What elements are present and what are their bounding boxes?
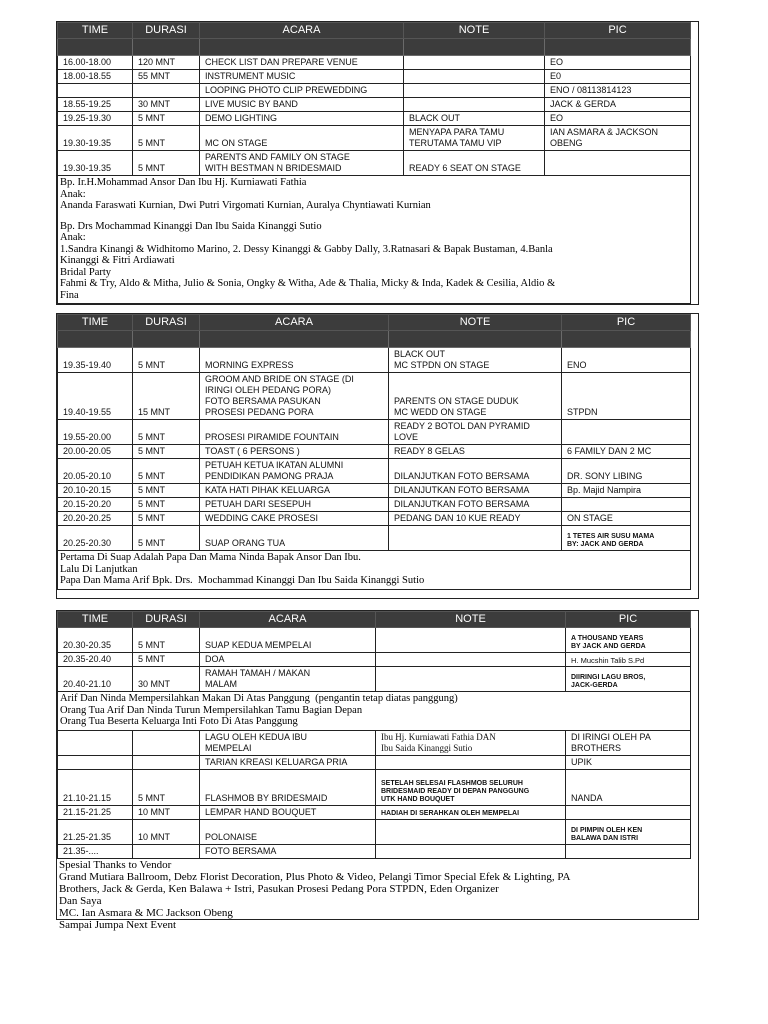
note-line: Anak: bbox=[60, 188, 86, 200]
header-dur: DURASI bbox=[133, 612, 200, 628]
duration-cell: 5 MNT bbox=[133, 420, 200, 445]
note-line: Fina bbox=[60, 289, 79, 301]
table-subheader-row bbox=[58, 331, 691, 348]
event-cell bbox=[200, 126, 404, 151]
event-cell bbox=[200, 667, 376, 692]
note-cell bbox=[376, 805, 566, 819]
cell-line: TARIAN KREASI KELUARGA PRIA bbox=[205, 756, 348, 767]
table-row bbox=[58, 730, 691, 755]
time-cell: 19.25-19.30 bbox=[58, 112, 133, 126]
event-cell bbox=[200, 373, 389, 420]
duration-cell: 5 MNT bbox=[133, 628, 200, 653]
cell-line: MC STPDN ON STAGE bbox=[394, 360, 490, 370]
cell-line: FOTO BERSAMA bbox=[205, 845, 277, 856]
cell-line: PENDIDIKAN PAMONG PRAJA bbox=[205, 471, 334, 481]
cell-line: MALAM bbox=[205, 679, 238, 689]
event-cell bbox=[200, 348, 389, 373]
subheader-blank bbox=[200, 331, 389, 348]
event-cell bbox=[200, 628, 376, 653]
cell-line: MC ON STAGE bbox=[205, 138, 268, 148]
cell-line: DILANJUTKAN FOTO BERSAMA bbox=[394, 499, 530, 509]
note-cell bbox=[376, 730, 566, 755]
note-cell bbox=[404, 56, 545, 70]
duration-cell: 30 MNT bbox=[133, 98, 200, 112]
time-cell: 20.35-20.40 bbox=[58, 653, 133, 667]
cell-line: HADIAH DI SERAHKAN OLEH MEMPELAI bbox=[381, 809, 520, 817]
subheader-blank bbox=[58, 39, 133, 56]
cell-line: READY 2 BOTOL DAN PYRAMID bbox=[394, 421, 530, 431]
cell-line: SUAP KEDUA MEMPELAI bbox=[205, 640, 312, 650]
subheader-blank bbox=[133, 331, 200, 348]
cell-line: GROOM AND BRIDE ON STAGE (DI bbox=[205, 374, 354, 384]
table-header-row bbox=[58, 23, 691, 39]
cell-line: LOOPING PHOTO CLIP PREWEDDING bbox=[205, 85, 368, 95]
time-cell: 20.00-20.05 bbox=[58, 445, 133, 459]
table-row bbox=[58, 84, 691, 98]
duration-cell bbox=[133, 755, 200, 769]
time-cell: 21.25-21.35 bbox=[58, 819, 133, 844]
header-acara: ACARA bbox=[200, 315, 389, 331]
cell-line: DILANJUTKAN FOTO BERSAMA bbox=[394, 471, 530, 481]
table-header-row bbox=[58, 612, 691, 628]
ramah-tamah-notes bbox=[58, 692, 691, 731]
note-cell bbox=[389, 498, 562, 512]
pic-cell bbox=[545, 151, 691, 176]
pic-cell bbox=[566, 844, 691, 858]
cell-line: 6 FAMILY DAN 2 MC bbox=[567, 446, 652, 456]
table-row bbox=[58, 70, 691, 84]
time-cell: 20.25-20.30 bbox=[58, 526, 133, 551]
cell-line: CHECK LIST DAN PREPARE VENUE bbox=[205, 57, 358, 67]
header-dur: DURASI bbox=[133, 315, 200, 331]
footer-line: Grand Mutiara Ballroom, Debz Florist Decoration, Plus Photo & Video, Pelangi Timor Special Efek & Lighting, PA bbox=[59, 870, 571, 883]
table-row bbox=[58, 628, 691, 653]
time-cell: 20.20-20.25 bbox=[58, 512, 133, 526]
cell-line: KATA HATI PIHAK KELUARGA bbox=[205, 485, 331, 495]
cell-line: FLASHMOB BY BRIDESMAID bbox=[205, 792, 328, 803]
cell-line: BALAWA DAN ISTRI bbox=[571, 834, 639, 842]
event-cell bbox=[200, 420, 389, 445]
event-cell bbox=[200, 484, 389, 498]
cell-line: LOVE bbox=[394, 432, 419, 442]
cell-line: ON STAGE bbox=[567, 513, 613, 523]
header-time: TIME bbox=[58, 23, 133, 39]
table-row bbox=[58, 526, 691, 551]
time-cell: 19.35-19.40 bbox=[58, 348, 133, 373]
cell-line: Ibu Hj. Kurniawati Fathia DAN bbox=[381, 731, 496, 742]
duration-cell: 10 MNT bbox=[133, 805, 200, 819]
table-row bbox=[58, 459, 691, 484]
note-cell bbox=[404, 84, 545, 98]
time-cell: 21.35-.... bbox=[58, 844, 133, 858]
duration-cell: 15 MNT bbox=[133, 373, 200, 420]
header-time: TIME bbox=[58, 315, 133, 331]
cell-line: SUAP ORANG TUA bbox=[205, 538, 286, 548]
pic-cell bbox=[562, 526, 691, 551]
cell-line: JACK & GERDA bbox=[550, 99, 617, 109]
table-row bbox=[58, 498, 691, 512]
duration-cell: 10 MNT bbox=[133, 819, 200, 844]
cell-line: WITH BESTMAN N BRIDESMAID bbox=[205, 163, 342, 173]
cell-line: IAN ASMARA & JACKSON bbox=[550, 127, 659, 137]
table-row bbox=[58, 653, 691, 667]
table-row bbox=[58, 420, 691, 445]
cell-line: PROSESI PEDANG PORA bbox=[205, 407, 314, 417]
cell-line: LAGU OLEH KEDUA IBU bbox=[205, 731, 308, 742]
duration-cell: 5 MNT bbox=[133, 151, 200, 176]
cell-line: RAMAH TAMAH / MAKAN bbox=[205, 668, 311, 678]
cell-line: MORNING EXPRESS bbox=[205, 360, 294, 370]
cell-line: LIVE MUSIC BY BAND bbox=[205, 99, 298, 109]
table-row bbox=[58, 56, 691, 70]
event-cell bbox=[200, 653, 376, 667]
note-line: Orang Tua Arif Dan Ninda Turun Mempersilahkan Tamu Bagian Depan bbox=[60, 704, 363, 716]
cell-line: E0 bbox=[550, 71, 562, 81]
event-cell bbox=[200, 730, 376, 755]
cell-line: ENO / 08113814123 bbox=[550, 85, 632, 95]
cell-line: JACK-GERDA bbox=[571, 682, 618, 689]
header-note: NOTE bbox=[389, 315, 562, 331]
footer-line: MC. Ian Asmara & MC Jackson Obeng bbox=[59, 906, 233, 919]
cell-line: MC WEDD ON STAGE bbox=[394, 407, 487, 417]
cell-line: DEMO LIGHTING bbox=[205, 113, 278, 123]
note-line: 1.Sandra Kinangi & Widhitomo Marino, 2. Dessy Kinanggi & Gabby Dally, 3.Ratnasari & Bapak Bustaman, 4.Banla bbox=[60, 243, 553, 255]
note-line: Bp. Ir.H.Mohammad Ansor Dan Ibu Hj. Kurniawati Fathia bbox=[60, 177, 307, 188]
cell-line: Bp. Majid Nampira bbox=[567, 485, 642, 495]
table-row bbox=[58, 348, 691, 373]
note-cell bbox=[404, 112, 545, 126]
time-cell: 19.55-20.00 bbox=[58, 420, 133, 445]
time-cell: 18.55-19.25 bbox=[58, 98, 133, 112]
note-cell bbox=[389, 512, 562, 526]
note-cell bbox=[376, 769, 566, 805]
subheader-blank bbox=[562, 331, 691, 348]
cell-line: DILANJUTKAN FOTO BERSAMA bbox=[394, 485, 530, 495]
pic-cell bbox=[566, 755, 691, 769]
event-cell bbox=[200, 805, 376, 819]
event-cell bbox=[200, 498, 389, 512]
table-row bbox=[58, 445, 691, 459]
note-line: Kinanggi & Fitri Ardiawati bbox=[60, 255, 175, 266]
suap-notes-text bbox=[58, 551, 691, 590]
subheader-blank bbox=[133, 39, 200, 56]
cell-line: EO bbox=[550, 113, 564, 123]
duration-cell: 5 MNT bbox=[133, 498, 200, 512]
pic-cell bbox=[545, 70, 691, 84]
cell-line: BY: JACK AND GERDA bbox=[567, 541, 644, 548]
duration-cell: 5 MNT bbox=[133, 769, 200, 805]
cell-line: BRIDESMAID READY DI DEPAN PANGGUNG bbox=[381, 787, 530, 795]
footer-line: Brothers, Jack & Gerda, Ken Balawa + Istri, Pasukan Prosesi Pedang Pora STPDN, Eden Organizer bbox=[59, 882, 499, 895]
duration-cell: 5 MNT bbox=[133, 484, 200, 498]
cell-line: DOA bbox=[205, 654, 225, 664]
duration-cell: 5 MNT bbox=[133, 512, 200, 526]
ramah-tamah-notes-text bbox=[58, 692, 691, 731]
pic-cell bbox=[566, 769, 691, 805]
family-notes bbox=[58, 176, 691, 304]
table-row bbox=[58, 126, 691, 151]
header-pic: PIC bbox=[566, 612, 691, 628]
cell-line: BROTHERS bbox=[571, 742, 622, 753]
duration-cell: 5 MNT bbox=[133, 459, 200, 484]
subheader-blank bbox=[200, 39, 404, 56]
cell-line: ENO bbox=[567, 360, 587, 370]
duration-cell: 5 MNT bbox=[133, 653, 200, 667]
event-cell bbox=[200, 819, 376, 844]
table-header-row bbox=[58, 315, 691, 331]
subheader-blank bbox=[389, 331, 562, 348]
cell-line: READY 6 SEAT ON STAGE bbox=[409, 163, 521, 173]
event-cell bbox=[200, 445, 389, 459]
time-cell: 20.30-20.35 bbox=[58, 628, 133, 653]
cell-line: NANDA bbox=[571, 792, 603, 803]
cell-line: A THOUSAND YEARS bbox=[571, 635, 644, 642]
header-note: NOTE bbox=[404, 23, 545, 39]
cell-line: PETUAH DARI SESEPUH bbox=[205, 499, 312, 509]
pic-cell bbox=[562, 484, 691, 498]
duration-cell: 5 MNT bbox=[133, 526, 200, 551]
table-row bbox=[58, 151, 691, 176]
note-cell bbox=[376, 844, 566, 858]
note-line: Ananda Faraswati Kurnian, Dwi Putri Virgomati Kurnian, Auralya Chyntiawati Kurnian bbox=[60, 200, 431, 211]
pic-cell bbox=[566, 805, 691, 819]
time-cell: 20.10-20.15 bbox=[58, 484, 133, 498]
cell-line: WEDDING CAKE PROSESI bbox=[205, 513, 319, 523]
cell-line: LEMPAR HAND BOUQUET bbox=[205, 806, 317, 817]
time-cell: 21.10-21.15 bbox=[58, 769, 133, 805]
header-acara: ACARA bbox=[200, 23, 404, 39]
cell-line: UPIK bbox=[571, 756, 593, 767]
rundown-section-3 bbox=[56, 610, 699, 931]
event-cell bbox=[200, 512, 389, 526]
time-cell: 18.00-18.55 bbox=[58, 70, 133, 84]
cell-line: BY JACK AND GERDA bbox=[571, 643, 646, 650]
cell-line: IRINGI OLEH PEDANG PORA) bbox=[205, 385, 332, 395]
note-line: Orang Tua Beserta Keluarga Inti Foto Di Atas Panggung bbox=[60, 716, 298, 727]
duration-cell: 5 MNT bbox=[133, 348, 200, 373]
header-note: NOTE bbox=[376, 612, 566, 628]
table-row bbox=[58, 512, 691, 526]
duration-cell bbox=[133, 844, 200, 858]
event-cell bbox=[200, 84, 404, 98]
pic-cell bbox=[545, 98, 691, 112]
cell-line: BLACK OUT bbox=[409, 113, 461, 123]
table-row bbox=[58, 755, 691, 769]
note-cell bbox=[389, 445, 562, 459]
cell-line: EO bbox=[550, 57, 564, 67]
cell-line: INSTRUMENT MUSIC bbox=[205, 71, 296, 81]
pic-cell bbox=[545, 56, 691, 70]
header-acara: ACARA bbox=[200, 612, 376, 628]
pic-cell bbox=[566, 653, 691, 667]
pic-cell bbox=[566, 819, 691, 844]
note-line: Papa Dan Mama Arif Bpk. Drs. Mochammad Kinanggi Dan Ibu Saida Kinanggi Sutio bbox=[60, 575, 425, 586]
table-row bbox=[58, 112, 691, 126]
cell-line: UTK HAND BOUQUET bbox=[381, 795, 455, 803]
cell-line: FOTO BERSAMA PASUKAN bbox=[205, 396, 321, 406]
pic-cell bbox=[545, 112, 691, 126]
cell-line: DI IRINGI OLEH PA bbox=[571, 731, 651, 742]
duration-cell: 5 MNT bbox=[133, 126, 200, 151]
table-row bbox=[58, 844, 691, 858]
header-pic: PIC bbox=[562, 315, 691, 331]
cell-line: 1 TETES AIR SUSU MAMA bbox=[567, 533, 655, 540]
note-cell bbox=[389, 526, 562, 551]
pic-cell bbox=[562, 512, 691, 526]
table-row bbox=[58, 98, 691, 112]
note-cell bbox=[376, 819, 566, 844]
event-cell bbox=[200, 769, 376, 805]
time-cell: 19.30-19.35 bbox=[58, 126, 133, 151]
cell-line: READY 8 GELAS bbox=[394, 446, 465, 456]
pic-cell bbox=[566, 628, 691, 653]
cell-line: TERUTAMA TAMU VIP bbox=[409, 138, 502, 148]
cell-line: PEDANG DAN 10 KUE READY bbox=[394, 513, 521, 523]
cell-line: DI PIMPIN OLEH KEN bbox=[571, 826, 643, 834]
note-cell bbox=[389, 420, 562, 445]
cell-line: DIIRINGI LAGU BROS, bbox=[571, 674, 646, 681]
family-notes-text bbox=[58, 176, 691, 304]
pic-cell bbox=[562, 498, 691, 512]
note-cell bbox=[376, 667, 566, 692]
pic-cell bbox=[562, 445, 691, 459]
pic-cell bbox=[562, 459, 691, 484]
cell-line: TOAST ( 6 PERSONS ) bbox=[205, 446, 300, 456]
time-cell bbox=[58, 730, 133, 755]
pic-cell bbox=[562, 348, 691, 373]
footer-line: Dan Saya bbox=[59, 894, 102, 907]
note-line: Lalu Di Lanjutkan bbox=[60, 563, 138, 575]
note-line: Anak: bbox=[60, 232, 86, 243]
rundown-table-2 bbox=[57, 314, 691, 590]
duration-cell bbox=[133, 730, 200, 755]
time-cell: 19.30-19.35 bbox=[58, 151, 133, 176]
rundown-table-1 bbox=[57, 22, 691, 304]
vendor-thanks-footer bbox=[57, 859, 698, 931]
duration-cell bbox=[133, 84, 200, 98]
note-cell bbox=[404, 70, 545, 84]
cell-line: STPDN bbox=[567, 407, 598, 417]
event-cell bbox=[200, 70, 404, 84]
event-cell bbox=[200, 526, 389, 551]
cell-line: MEMPELAI bbox=[205, 742, 252, 753]
note-cell bbox=[389, 459, 562, 484]
pic-cell bbox=[562, 420, 691, 445]
note-cell bbox=[404, 126, 545, 151]
cell-line: MENYAPA PARA TAMU bbox=[409, 127, 505, 137]
note-cell bbox=[376, 628, 566, 653]
time-cell: 20.05-20.10 bbox=[58, 459, 133, 484]
pic-cell bbox=[545, 84, 691, 98]
subheader-blank bbox=[545, 39, 691, 56]
duration-cell: 30 MNT bbox=[133, 667, 200, 692]
subheader-blank bbox=[58, 331, 133, 348]
pic-cell bbox=[566, 667, 691, 692]
time-cell: 19.40-19.55 bbox=[58, 373, 133, 420]
time-cell: 21.15-21.25 bbox=[58, 805, 133, 819]
note-cell bbox=[376, 755, 566, 769]
event-cell bbox=[200, 56, 404, 70]
time-cell bbox=[58, 755, 133, 769]
cell-line: SETELAH SELESAI FLASHMOB SELURUH bbox=[381, 779, 523, 787]
time-cell: 16.00-18.00 bbox=[58, 56, 133, 70]
rundown-table-3 bbox=[57, 611, 691, 859]
event-cell bbox=[200, 844, 376, 858]
time-cell bbox=[58, 84, 133, 98]
blank-line bbox=[60, 212, 688, 221]
header-dur: DURASI bbox=[133, 23, 200, 39]
time-cell: 20.40-21.10 bbox=[58, 667, 133, 692]
cell-line: PETUAH KETUA IKATAN ALUMNI bbox=[205, 460, 344, 470]
pic-cell bbox=[562, 373, 691, 420]
table-row bbox=[58, 373, 691, 420]
event-cell bbox=[200, 755, 376, 769]
duration-cell: 120 MNT bbox=[133, 56, 200, 70]
cell-line: POLONAISE bbox=[205, 831, 258, 842]
cell-line: PARENTS ON STAGE DUDUK bbox=[394, 396, 519, 406]
note-line: Pertama Di Suap Adalah Papa Dan Mama Ninda Bapak Ansor Dan Ibu. bbox=[60, 552, 361, 563]
duration-cell: 5 MNT bbox=[133, 445, 200, 459]
table-row bbox=[58, 667, 691, 692]
event-cell bbox=[200, 98, 404, 112]
note-cell bbox=[404, 151, 545, 176]
note-cell bbox=[376, 653, 566, 667]
pic-cell bbox=[566, 730, 691, 755]
footer-line: Spesial Thanks to Vendor bbox=[59, 858, 172, 871]
header-time: TIME bbox=[58, 612, 133, 628]
pic-cell bbox=[545, 126, 691, 151]
table-row bbox=[58, 484, 691, 498]
duration-cell: 5 MNT bbox=[133, 112, 200, 126]
note-line: Fahmi & Try, Aldo & Mitha, Julio & Sonia, Ongky & Witha, Ade & Thalia, Micky & Inda, Kadek & Cesilia, Aldio & bbox=[60, 278, 556, 289]
subheader-blank bbox=[404, 39, 545, 56]
cell-line: H. Mucshin Talib S.Pd bbox=[571, 656, 645, 665]
note-line: Bp. Drs Mochammad Kinanggi Dan Ibu Saida Kinanggi Sutio bbox=[60, 220, 322, 232]
event-cell bbox=[200, 151, 404, 176]
note-line: Arif Dan Ninda Mempersilahkan Makan Di Atas Panggung (pengantin tetap diatas panggung) bbox=[60, 693, 458, 704]
rundown-section-2 bbox=[56, 313, 699, 599]
header-pic: PIC bbox=[545, 23, 691, 39]
table-row bbox=[58, 805, 691, 819]
footer-line: Sampai Jumpa Next Event bbox=[59, 918, 177, 931]
event-cell bbox=[200, 112, 404, 126]
note-line: Bridal Party bbox=[60, 266, 112, 278]
rundown-section-1 bbox=[56, 21, 699, 305]
event-cell bbox=[200, 459, 389, 484]
note-cell bbox=[389, 348, 562, 373]
table-row bbox=[58, 769, 691, 805]
note-cell bbox=[389, 373, 562, 420]
cell-line: DR. SONY LIBING bbox=[567, 471, 643, 481]
cell-line: OBENG bbox=[550, 138, 583, 148]
table-subheader-row bbox=[58, 39, 691, 56]
duration-cell: 55 MNT bbox=[133, 70, 200, 84]
time-cell: 20.15-20.20 bbox=[58, 498, 133, 512]
note-cell bbox=[389, 484, 562, 498]
suap-notes bbox=[58, 551, 691, 590]
cell-line: Ibu Saida Kinanggi Sutio bbox=[381, 742, 473, 753]
cell-line: PARENTS AND FAMILY ON STAGE bbox=[205, 152, 350, 162]
note-cell bbox=[404, 98, 545, 112]
cell-line: BLACK OUT bbox=[394, 349, 446, 359]
table-row bbox=[58, 819, 691, 844]
cell-line: PROSESI PIRAMIDE FOUNTAIN bbox=[205, 432, 339, 442]
